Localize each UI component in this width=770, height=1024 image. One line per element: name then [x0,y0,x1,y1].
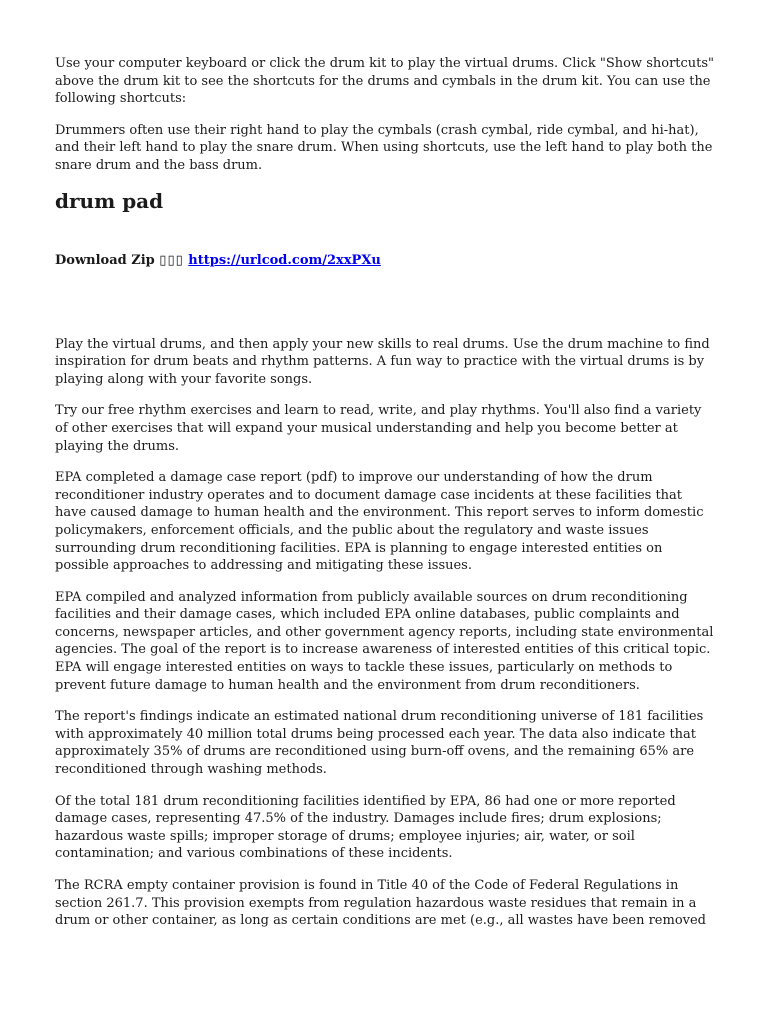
download-line [55,252,715,269]
body-paragraph: EPA completed a damage case report (pdf) to improve our understanding of how the drum reconditioner industry operates and to document damage case incidents at these facilities that have caused damage to human health and the environment. This report serves to inform domestic policymakers, enforcement officials, and the public about the regulatory and waste issues surrounding drum reconditioning facilities. EPA is planning to engage interested entities on possible approaches to addressing and mitigating these issues. [55,470,704,574]
section-heading: drum pad [55,188,164,213]
body-paragraph: The report's findings indicate an estimated national drum reconditioning universe of 181 facilities with approximately 40 million total drums being processed each year. The data also indicate that approximately 35% of drums are reconditioned using burn-off ovens, and the remaining 65% are reconditioned through washing methods. [55,709,704,778]
body-paragraph: Of the total 181 drum reconditioning facilities identified by EPA, 86 had one or more reported damage cases, representing 47.5% of the industry. Damages include fires; drum explosions; hazardous waste spills; improper storage of drums; employee injuries; air, water, or soil contamination; and various combinations of these incidents. [55,793,676,862]
article-content [55,55,715,944]
body-text [55,336,715,930]
placeholder-glyphs: ▯▯▯ [159,252,184,268]
body-paragraph: Try our free rhythm exercises and learn to read, write, and play rhythms. You'll also find a variety of other exercises that will expand your musical understanding and help you become better at playing the drums. [55,403,702,454]
download-link[interactable]: https://urlcod.com/2xxPXu [188,252,381,268]
body-paragraph: The RCRA empty container provision is found in Title 40 of the Code of Federal Regulations in section 261.7. This provision exempts from regulation hazardous waste residues that remain in a drum or other container, as long as certain conditions are met (e.g., all wastes have been removed [55,878,707,929]
body-paragraph: EPA compiled and analyzed information from publicly available sources on drum reconditioning facilities and their damage cases, which included EPA online databases, public complaints and concerns, newspaper articles, and other government agency reports, including state environmental agencies. The goal of the report is to increase awareness of interested entities of this critical topic. EPA will engage interested entities on ways to tackle these issues, particularly on methods to prevent future damage to human health and the environment from drum reconditioners. [55,589,714,693]
body-paragraph: Play the virtual drums, and then apply your new skills to real drums. Use the drum machine to find inspiration for drum beats and rhythm patterns. A fun way to practice with the virtual drums is by playing along with your favorite songs. [55,336,710,387]
download-label: Download Zip [55,252,155,268]
intro-paragraph: Drummers often use their right hand to play the cymbals (crash cymbal, ride cymbal, and hi-hat), and their left hand to play the snare drum. When using shortcuts, use the left hand to play both the snare drum and the bass drum. [55,122,713,173]
intro-paragraph: Use your computer keyboard or click the drum kit to play the virtual drums. Click "Show shortcuts" above the drum kit to see the shortcuts for the drums and cymbals in the drum kit. You can use the following shortcuts: [55,56,715,107]
